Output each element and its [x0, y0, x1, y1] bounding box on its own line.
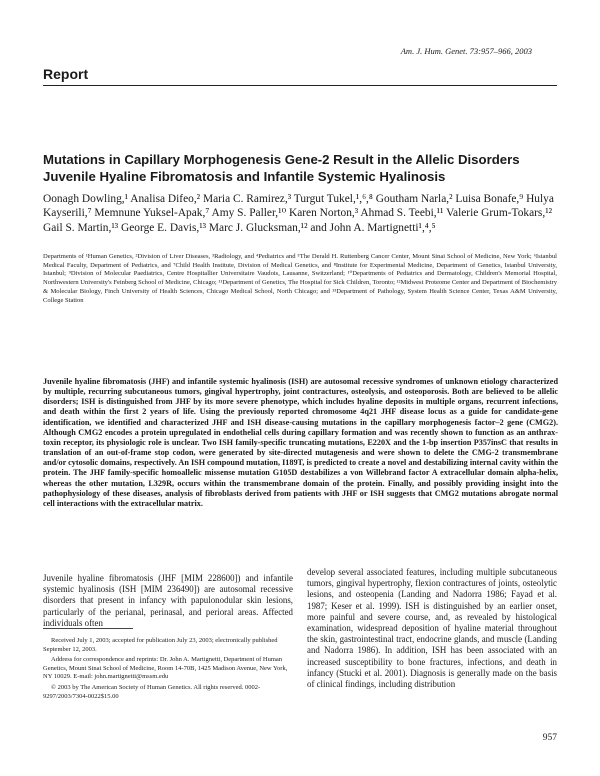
article-title: Mutations in Capillary Morphogenesis Gene-2 Result in the Allelic Disorders Juvenile Hyaline Fibromatosis and Infantile Systemic Hyalinosis [43, 152, 520, 184]
journal-reference: Am. J. Hum. Genet. 73:957–966, 2003 [400, 46, 532, 56]
affiliations: Departments of ¹Human Genetics, ²Division of Liver Diseases, ³Radiology, and ⁴Pediatrics and ⁵The Derald H. Ruttenberg Cancer Center, Mount Sinai School of Medicine, New York; ⁶Istanbul Medical Faculty, Department of Pediatrics, and ⁷Child Health Institute, Division of Medical Genetics, and ⁸Institute for Experimental Medicine, Department of Genetics, Istanbul University, Istanbul; ⁹Division of Molecular Paediatrics, Centre Hospitallier Universitaire Vaudois, Lausanne, Switzerland; ¹⁰Departments of Pediatrics and Dermatology, Children's Memorial Hospital, Northwestern University's Feinberg School of Medicine, Chicago; ¹¹Department of Genetics, The Hospital for Sick Children, Toronto; ¹²Midwest Proteome Center and Department of Biochemistry & Molecular Biology, Finch University of Health Sciences, Chicago Medical School, North Chicago; and ¹³Department of Pathology, System Health Science Center, Texas A&M University, College Station [43, 253, 557, 304]
footnote-received: Received July 1, 2003; accepted for publication July 23, 2003; electronically published September 12, 2003. [43, 637, 278, 653]
footnotes [43, 637, 293, 703]
section-label: Report [43, 66, 89, 82]
header-rule [43, 85, 557, 86]
footnote-rule [43, 628, 133, 629]
page-number: 957 [542, 733, 557, 743]
author-list: Oonagh Dowling,¹ Analisa Difeo,² Maria C. Ramirez,³ Turgut Tukel,¹,⁶,⁸ Goutham Narla,² Luisa Bonafe,⁹ Hulya Kayserili,⁷ Memnune Yuksel-Apak,⁷ Amy S. Paller,¹⁰ Karen Norton,³ Ahmad S. Teebi,¹¹ Valerie Grum-Tokars,¹² Gail S. Martin,¹³ George E. Davis,¹³ Marc J. Glucksman,¹² and John A. Martignetti¹,⁴,⁵ [43, 193, 554, 234]
abstract: Juvenile hyaline fibromatosis (JHF) and infantile systemic hyalinosis (ISH) are autosomal recessive syndromes of unknown etiology characterized by multiple, recurring subcutaneous tumors, gingival hypertrophy, joint contractures, osteolysis, and osteoporosis. Both are believed to be allelic disorders; ISH is distinguished from JHF by its more severe phenotype, which includes hyaline deposits in multiple organs, recurrent infections, and death within the first 2 years of life. Using the previously reported chromosome 4q21 JHF disease locus as a guide for candidate-gene identification, we identified and characterized JHF and ISH disease-causing mutations in the capillary morphogenesis factor–2 gene (CMG2). Although CMG2 encodes a protein upregulated in endothelial cells during capillary formation and was recently shown to function as an anthrax-toxin receptor, its physiologic role is unclear. Two ISH family-specific truncating mutations, E220X and the 1-bp insertion P357insC that results in translation of an out-of-frame stop codon, were generated by site-directed mutagenesis and were shown to delete the CMG-2 transmembrane and/or cytosolic domains, respectively. An ISH compound mutation, I189T, is predicted to create a novel and destabilizing internal cavity within the protein. The JHF family-specific homoallelic missense mutation G105D destabilizes a von Willebrand factor A extracellular domain alpha-helix, whereas the other mutation, L329R, occurs within the transmembrane domain of the protein. Finally, and possibly providing insight into the pathophysiology of these diseases, analysis of fibroblasts derived from patients with JHF or ISH suggests that CMG2 mutations abrogate normal cell interactions with the extracellular matrix. [43, 377, 558, 508]
body-text-left: Juvenile hyaline fibromatosis (JHF [MIM 228600]) and infantile systemic hyalinosis (ISH [MIM 236490]) are autosomal recessive disorders that present in infancy with papulonodular skin lesions, particularly of the perianal, perinasal, and perioral areas. Affected individuals often [43, 573, 293, 628]
footnote-address: Address for correspondence and reprints: Dr. John A. Martignetti, Department of Human Genetics, Mount Sinai School of Medicine, Room 14-70B, 1425 Madison Avenue, New York, NY 10029. E-mail: john.martignetti@mssm.edu [43, 656, 288, 681]
footnote-copyright: © 2003 by The American Society of Human Genetics. All rights reserved. 0002-9297/2003/7304-0022$15.00 [43, 683, 261, 700]
body-text-right: develop several associated features, including multiple subcutaneous tumors, gingival hypertrophy, flexion contractures of joints, osteolytic lesions, and osteopenia (Landing and Nadorra 1986; Fayad et al. 1987; Keser et al. 1999). ISH is distinguished by an earlier onset, more painful and severe course, and, as revealed by histological examination, widespread deposition of hyaline material throughout the skin, gastrointestinal tract, endocrine glands, and muscle (Landing and Nadorra 1986). In addition, ISH has been associated with an increased susceptibility to bone fractures, infections, and death in infancy (Stucki et al. 2001). Diagnosis is generally made on the basis of clinical findings, including distribution [307, 567, 557, 690]
